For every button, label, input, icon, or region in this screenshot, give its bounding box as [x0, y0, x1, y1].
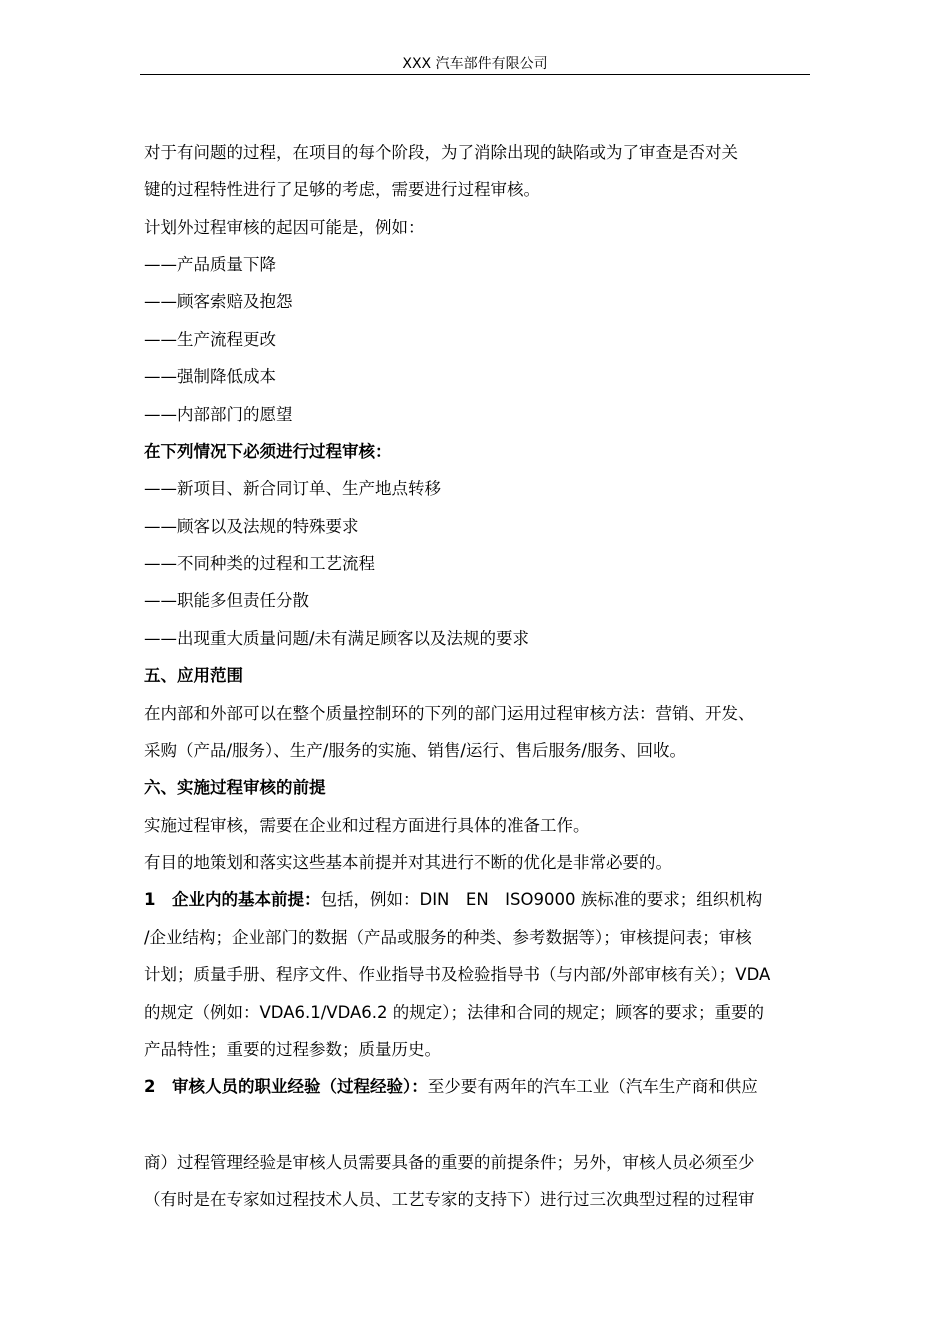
paragraph-line: 计划外过程审核的起因可能是，例如： [144, 218, 425, 237]
list-item: ——顾客以及法规的特殊要求 [144, 517, 359, 536]
subheading: 在下列情况下必须进行过程审核： [144, 442, 392, 461]
paragraph-line: /企业结构；企业部门的数据（产品或服务的种类、参考数据等）；审核提问表；审核 [144, 928, 752, 947]
paragraph-line: 商）过程管理经验是审核人员需要具备的重要的前提条件；另外，审核人员必须至少 [144, 1153, 755, 1172]
list-item: ——出现重大质量问题/未有满足顾客以及法规的要求 [144, 629, 530, 648]
item-lead: 1 企业内的基本前提： [144, 890, 321, 909]
paragraph-line [144, 1075, 850, 1099]
paragraph-line: （有时是在专家如过程技术人员、工艺专家的支持下）进行过三次典型过程的过程审 [144, 1190, 755, 1209]
list-item: ——生产流程更改 [144, 330, 276, 349]
paragraph-line: 键的过程特性进行了足够的考虑，需要进行过程审核。 [144, 180, 540, 199]
paragraph-line: 计划；质量手册、程序文件、作业指导书及检验指导书（与内部/外部审核有关）；VDA [144, 965, 771, 984]
list-item: ——新项目、新合同订单、生产地点转移 [144, 479, 441, 498]
paragraph-line: 对于有问题的过程，在项目的每个阶段，为了消除出现的缺陷或为了审查是否对关 [144, 143, 738, 162]
item-text: 包括，例如：DIN EN ISO9000 族标准的要求；组织机构 [320, 890, 763, 909]
item-lead: 2 审核人员的职业经验（过程经验）： [144, 1077, 428, 1096]
list-item: ——不同种类的过程和工艺流程 [144, 554, 375, 573]
item-text: 至少要有两年的汽车工业（汽车生产商和供应 [427, 1077, 758, 1096]
paragraph-line: 有目的地策划和落实这些基本前提并对其进行不断的优化是非常必要的。 [144, 853, 672, 872]
section-heading: 五、应用范围 [144, 666, 243, 685]
section-heading: 六、实施过程审核的前提 [144, 778, 326, 797]
paragraph-line: 在内部和外部可以在整个质量控制环的下列的部门运用过程审核方法：营销、开发、 [144, 704, 755, 723]
header-divider [140, 74, 810, 75]
page-header-title: XXX 汽车部件有限公司 [402, 56, 548, 72]
list-item: ——顾客索赔及抱怨 [144, 292, 293, 311]
paragraph-line [144, 888, 850, 912]
paragraph-line: 采购（产品/服务）、生产/服务的实施、销售/运行、售后服务/服务、回收。 [144, 741, 686, 760]
list-item: ——内部部门的愿望 [144, 405, 293, 424]
paragraph-line: 实施过程审核，需要在企业和过程方面进行具体的准备工作。 [144, 816, 590, 835]
list-item: ——职能多但责任分散 [144, 591, 309, 610]
paragraph-line: 产品特性；重要的过程参数；质量历史。 [144, 1040, 441, 1059]
paragraph-line: 的规定（例如：VDA6.1/VDA6.2 的规定）；法律和合同的规定；顾客的要求；重要的 [144, 1003, 765, 1022]
list-item: ——产品质量下降 [144, 255, 276, 274]
list-item: ——强制降低成本 [144, 367, 276, 386]
